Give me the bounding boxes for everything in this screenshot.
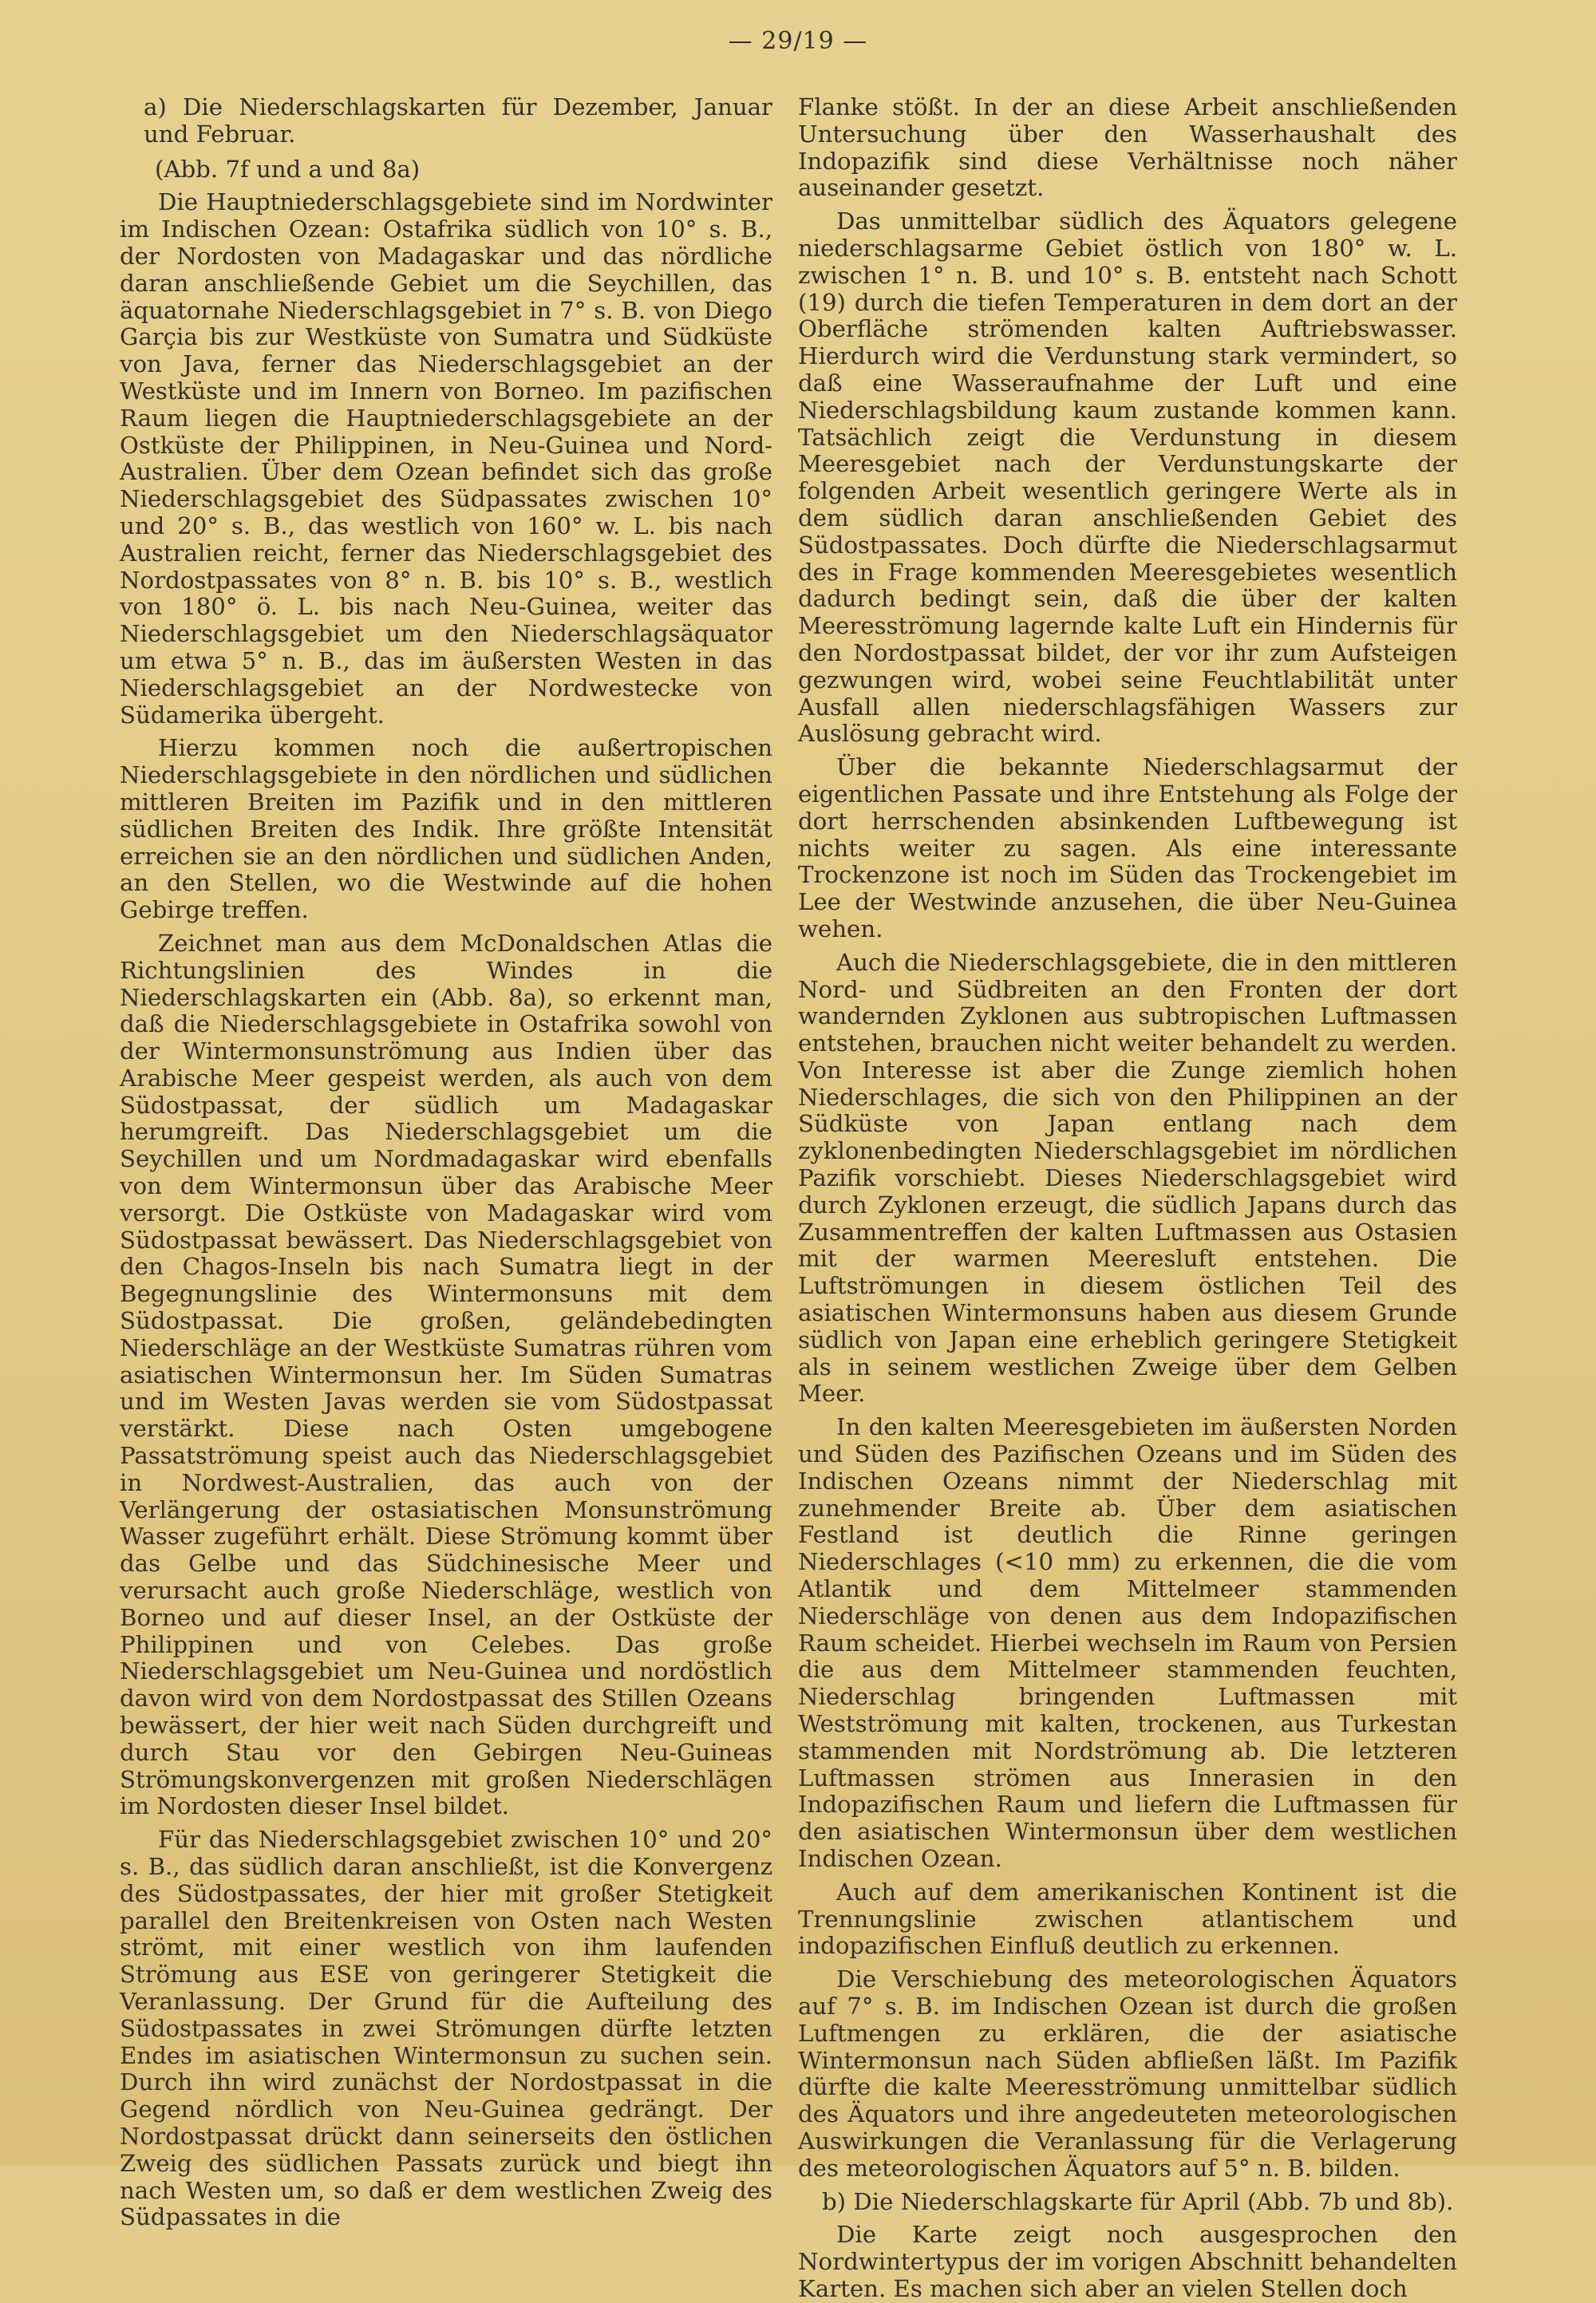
page-number: — 29/19 — bbox=[728, 27, 868, 55]
paragraph: Die Verschiebung des meteorologischen Äquators auf 7° s. B. im Indischen Ozean ist durch die großen Luftmengen zu erklären, die der asiatische Wintermonsun nach Süden abfließen läßt. Im Pazifik dürfte die kalte Meeresströmung unmittelbar südlich des Äquators und ihre angedeuteten meteorologischen Auswirkungen die Veranlassung für die Verlagerung des meteorologischen Äquators auf 5° n. B. bilden. bbox=[798, 1965, 1457, 2182]
section-heading-b: b) Die Niederschlagskarte für April (Abb. 7b und 8b). bbox=[822, 2187, 1454, 2215]
section-heading-a: a) Die Niederschlagskarten für Dezember, Januar und Februar. bbox=[144, 93, 772, 148]
paragraph: Für das Niederschlagsgebiet zwischen 10° und 20° s. B., das südlich daran anschließt, ist die Konvergenz des Südostpassates, der hier mit großer Stetigkeit parallel den Breitenkreisen von Osten nach Westen strömt, mit einer westlich von ihm laufenden Strömung aus ESE von geringerer Stetigkeit die Veranlassung. Der Grund für die Aufteilung des Südostpassates in zwei Strömungen dürfte letzten Endes im asiatischen Wintermonsun zu suchen sein. Durch ihn wird zunächst der Nordostpassat in die Gegend nördlich von Neu-Guinea gedrängt. Der Nordostpassat drückt dann seinerseits den östlichen Zweig des südlichen Passats zurück und biegt ihn nach Westen um, so daß er dem westlichen Zweig des Südpassates in die bbox=[120, 1826, 772, 2231]
figure-reference: (Abb. 7f und a und 8a) bbox=[155, 155, 421, 183]
paragraph: Die Hauptniederschlagsgebiete sind im Nordwinter im Indischen Ozean: Ostafrika südlich von 10° s. B., der Nordosten von Madagaskar und das nördliche daran anschließende Gebiet um die Seychillen, das äquatornahe Niederschlagsgebiet in 7° s. B. von Diego Garçia bis zur Westküste von Sumatra und Südküste von Java, ferner das Niederschlagsgebiet an der Westküste und im Innern von Borneo. Im pazifischen Raum liegen die Hauptniederschlagsgebiete an der Ostküste der Philippinen, in Neu-Guinea und Nord-Australien. Über dem Ozean befindet sich das große Niederschlagsgebiet des Südpassates zwischen 10° und 20° s. B., das westlich von 160° w. L. bis nach Australien reicht, ferner das Niederschlagsgebiet des Nordostpassates von 8° n. B. bis 10° s. B., westlich von 180° ö. L. bis nach Neu-Guinea, weiter das Niederschlagsgebiet um den Niederschlagsäquator um etwa 5° n. B., das im äußersten Westen in das Niederschlagsgebiet an der Nordwestecke von Südamerika übergeht. bbox=[120, 188, 772, 729]
paragraph: Das unmittelbar südlich des Äquators gelegene niederschlagsarme Gebiet östlich von 180° w. L. zwischen 1° n. B. und 10° s. B. entsteht nach Schott (19) durch die tiefen Temperaturen in dem dort an der Oberfläche strömenden kalten Auftriebswasser. Hierdurch wird die Verdunstung stark vermindert, so daß eine Wasseraufnahme der Luft und eine Niederschlagsbildung kaum zustande kommen kann. Tatsächlich zeigt die Verdunstung in diesem Meeresgebiet nach der Verdunstungskarte der folgenden Arbeit wesentlich geringere Werte als in dem südlich daran anschließenden Gebiet des Südostpassates. Doch dürfte die Niederschlagsarmut des in Frage kommenden Meeresgebietes wesentlich dadurch bedingt sein, daß die über der kalten Meeresströmung lagernde kalte Luft ein Hindernis für den Nordostpassat bildet, der vor ihr zum Aufsteigen gezwungen wird, wobei seine Feuchtlabilität unter Ausfall allen niederschlagsfähigen Wassers zur Auslösung gebracht wird. bbox=[798, 207, 1457, 748]
right-column bbox=[798, 94, 1457, 2303]
paragraph: Über die bekannte Niederschlagsarmut der eigentlichen Passate und ihre Entstehung als Folge der dort herrschenden absinkenden Luftbewegung ist nichts weiter zu sagen. Als eine interessante Trockenzone ist noch im Süden das Trockengebiet im Lee der Westwinde anzusehen, die über Neu-Guinea wehen. bbox=[798, 753, 1457, 942]
paragraph: Auch auf dem amerikanischen Kontinent ist die Trennungslinie zwischen atlantischem und indopazifischen Einfluß deutlich zu erkennen. bbox=[798, 1878, 1457, 1960]
paragraph: Zeichnet man aus dem McDonaldschen Atlas die Richtungslinien des Windes in die Niederschlagskarten ein (Abb. 8a), so erkennt man, daß die Niederschlagsgebiete in Ostafrika sowohl von der Wintermonsunströmung aus Indien über das Arabische Meer gespeist werden, als auch von dem Südostpassat, der südlich um Madagaskar herumgreift. Das Niederschlagsgebiet um die Seychillen und um Nordmadagaskar wird ebenfalls von dem Wintermonsun über das Arabische Meer versorgt. Die Ostküste von Madagaskar wird vom Südostpassat bewässert. Das Niederschlagsgebiet von den Chagos-Inseln bis nach Sumatra liegt in der Begegnungslinie des Wintermonsuns mit dem Südostpassat. Die großen, geländebedingten Niederschläge an der Westküste Sumatras rühren vom asiatischen Wintermonsun her. Im Süden Sumatras und im Westen Javas werden sie vom Südostpassat verstärkt. Diese nach Osten umgebogene Passatströmung speist auch das Niederschlagsgebiet in Nordwest-Australien, das auch von der Verlängerung der ostasiatischen Monsunströmung Wasser zugeführt erhält. Diese Strömung kommt über das Gelbe und das Südchinesische Meer und verursacht auch große Niederschläge, westlich von Borneo und auf dieser Insel, an der Ostküste der Philippinen und von Celebes. Das große Niederschlagsgebiet um Neu-Guinea und nordöstlich davon wird von dem Nordostpassat des Stillen Ozeans bewässert, der hier weit nach Süden durchgreift und durch Stau vor den Gebirgen Neu-Guineas Strömungskonvergenzen mit großen Niederschlägen im Nordosten dieser Insel bildet. bbox=[120, 929, 772, 1820]
left-column bbox=[120, 94, 772, 2231]
paragraph: Auch die Niederschlagsgebiete, die in den mittleren Nord- und Südbreiten an den Fronten der dort wandernden Zyklonen aus subtropischen Luftmassen entstehen, brauchen nicht weiter behandelt zu werden. Von Interesse ist aber die Zunge ziemlich hohen Niederschlages, die sich von den Philippinen an der Südküste von Japan entlang nach dem zyklonenbedingten Niederschlagsgebiet im nördlichen Pazifik vorschiebt. Dieses Niederschlagsgebiet wird durch Zyklonen erzeugt, die südlich Japans durch das Zusammentreffen der kalten Luftmassen aus Ostasien mit der warmen Meeresluft entstehen. Die Luftströmungen in diesem östlichen Teil des asiatischen Wintermonsuns haben aus diesem Grunde südlich von Japan eine erheblich geringere Stetigkeit als in seinem westlichen Zweige über dem Gelben Meer. bbox=[798, 948, 1457, 1408]
paragraph-continuation: Flanke stößt. In der an diese Arbeit anschließenden Untersuchung über den Wasserhaushalt des Indopazifik sind diese Verhältnisse noch näher auseinander gesetzt. bbox=[798, 93, 1457, 202]
paragraph: Die Karte zeigt noch ausgesprochen den Nordwintertypus der im vorigen Abschnitt behandelten Karten. Es machen sich aber an vielen Stellen doch bbox=[798, 2221, 1457, 2302]
paragraph: Hierzu kommen noch die außertropischen Niederschlagsgebiete in den nördlichen und südlichen mittleren Breiten im Pazifik und in den mittleren südlichen Breiten des Indik. Ihre größte Intensität erreichen sie an den nördlichen und südlichen Anden, an den Stellen, wo die Westwinde auf die hohen Gebirge treffen. bbox=[120, 734, 772, 924]
paragraph: In den kalten Meeresgebieten im äußersten Norden und Süden des Pazifischen Ozeans und im Süden des Indischen Ozeans nimmt der Niederschlag mit zunehmender Breite ab. Über dem asiatischen Festland ist deutlich die Rinne geringen Niederschlages (<10 mm) zu erkennen, die die vom Atlantik und dem Mittelmeer stammenden Niederschläge von denen aus dem Indopazifischen Raum scheidet. Hierbei wechseln im Raum von Persien die aus dem Mittelmeer stammenden feuchten, Niederschlag bringenden Luftmassen mit Westströmung mit kalten, trockenen, aus Turkestan stammenden mit Nordströmung ab. Die letzteren Luftmassen strömen aus Innerasien in den Indopazifischen Raum und liefern die Luftmassen für den asiatischen Wintermonsun über dem westlichen Indischen Ozean. bbox=[798, 1413, 1457, 1872]
